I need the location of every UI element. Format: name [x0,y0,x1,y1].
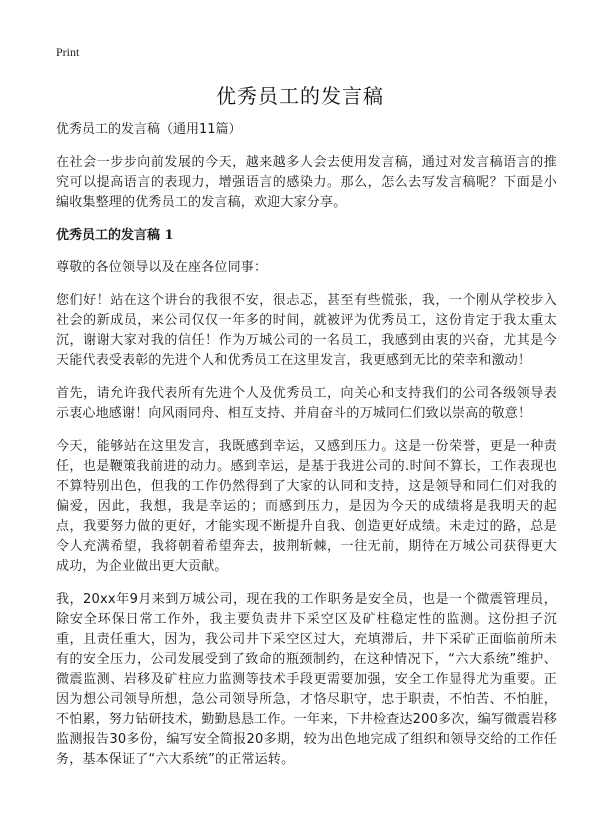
body-paragraph-3: 今天，能够站在这里发言，我既感到幸运，又感到压力。这是一份荣誉，更是一种责任，也是鞭策我前进的动力。感到幸运，是基于我进公司的.时间不算长，工作表现也不算特别出色，但我的工作仍然得到了大家的认同和支持，这是领导和同仁们对我的偏爱，因此，我想，我是幸运的；而感到压力，是因为今天的成绩将是我明天的起点，我要努力做的更好，才能实现不断提升自我、创造更好成绩。未走过的路，总是令人充满希望，我将朝着希望奔去，披荆斩棘，一往无前，期待在万城公司获得更大成功，为企业做出更大贡献。 [56,439,557,574]
document-subtitle: 优秀员工的发言稿（通用11篇） [56,122,242,137]
salutation: 尊敬的各位领导以及在座各位同事： [56,260,268,275]
section-heading: 优秀员工的发言稿 1 [56,228,174,243]
print-link[interactable]: Print [56,45,80,59]
article-body [56,120,557,783]
body-paragraph-2: 首先，请允许我代表所有先进个人及优秀员工，向关心和支持我们的公司各级领导表示衷心地感谢！向风雨同舟、相互支持、并肩奋斗的万城同仁们致以崇高的敬意！ [56,386,557,421]
intro-paragraph: 在社会一步步向前发展的今天，越来越多人会去使用发言稿，通过对发言稿语言的推究可以提高语言的表现力，增强语言的感染力。那么，怎么去写发言稿呢？下面是小编收集整理的优秀员工的发言稿，欢迎大家分享。 [56,155,557,210]
body-paragraph-4: 我，20xx年9月来到万城公司，现在我的工作职务是安全员，也是一个微震管理员，除安全环保日常工作外，我主要负责井下采空区及矿柱稳定性的监测。这份担子沉重，且责任重大，因为，我公司井下采空区过大，充填滞后，井下采矿正面临前所未有的安全压力，公司发展受到了致命的瓶颈制约，在这种情况下，“六大系统”维护、微震监测、岩移及矿柱应力监测等技术手段更需要加强，安全工作显得尤为重要。正因为想公司领导所想，急公司领导所急，才恪尽职守，忠于职责，不怕苦、不怕脏，不怕累，努力钻研技术，勤勤恳恳工作。一年来，下井检查达200多次，编写微震岩移监测报告30多份，编写安全简报20多期，较为出色地完成了组织和领导交给的工作任务，基本保证了“六大系统”的正常运转。 [56,592,557,767]
body-paragraph-1: 您们好！站在这个讲台的我很不安，很忐忑，甚至有些慌张，我，一个刚从学校步入社会的新成员，来公司仅仅一年多的时间，就被评为优秀员工，这份肯定于我太重太沉，谢谢大家对我的信任！作为万城公司的一名员工，我感到由衷的兴奋，尤其是今天能代表受表彰的先进个人和优秀员工在这里发言，我更感到无比的荣幸和激动！ [56,293,557,368]
page-title: 优秀员工的发言稿 [216,84,384,108]
